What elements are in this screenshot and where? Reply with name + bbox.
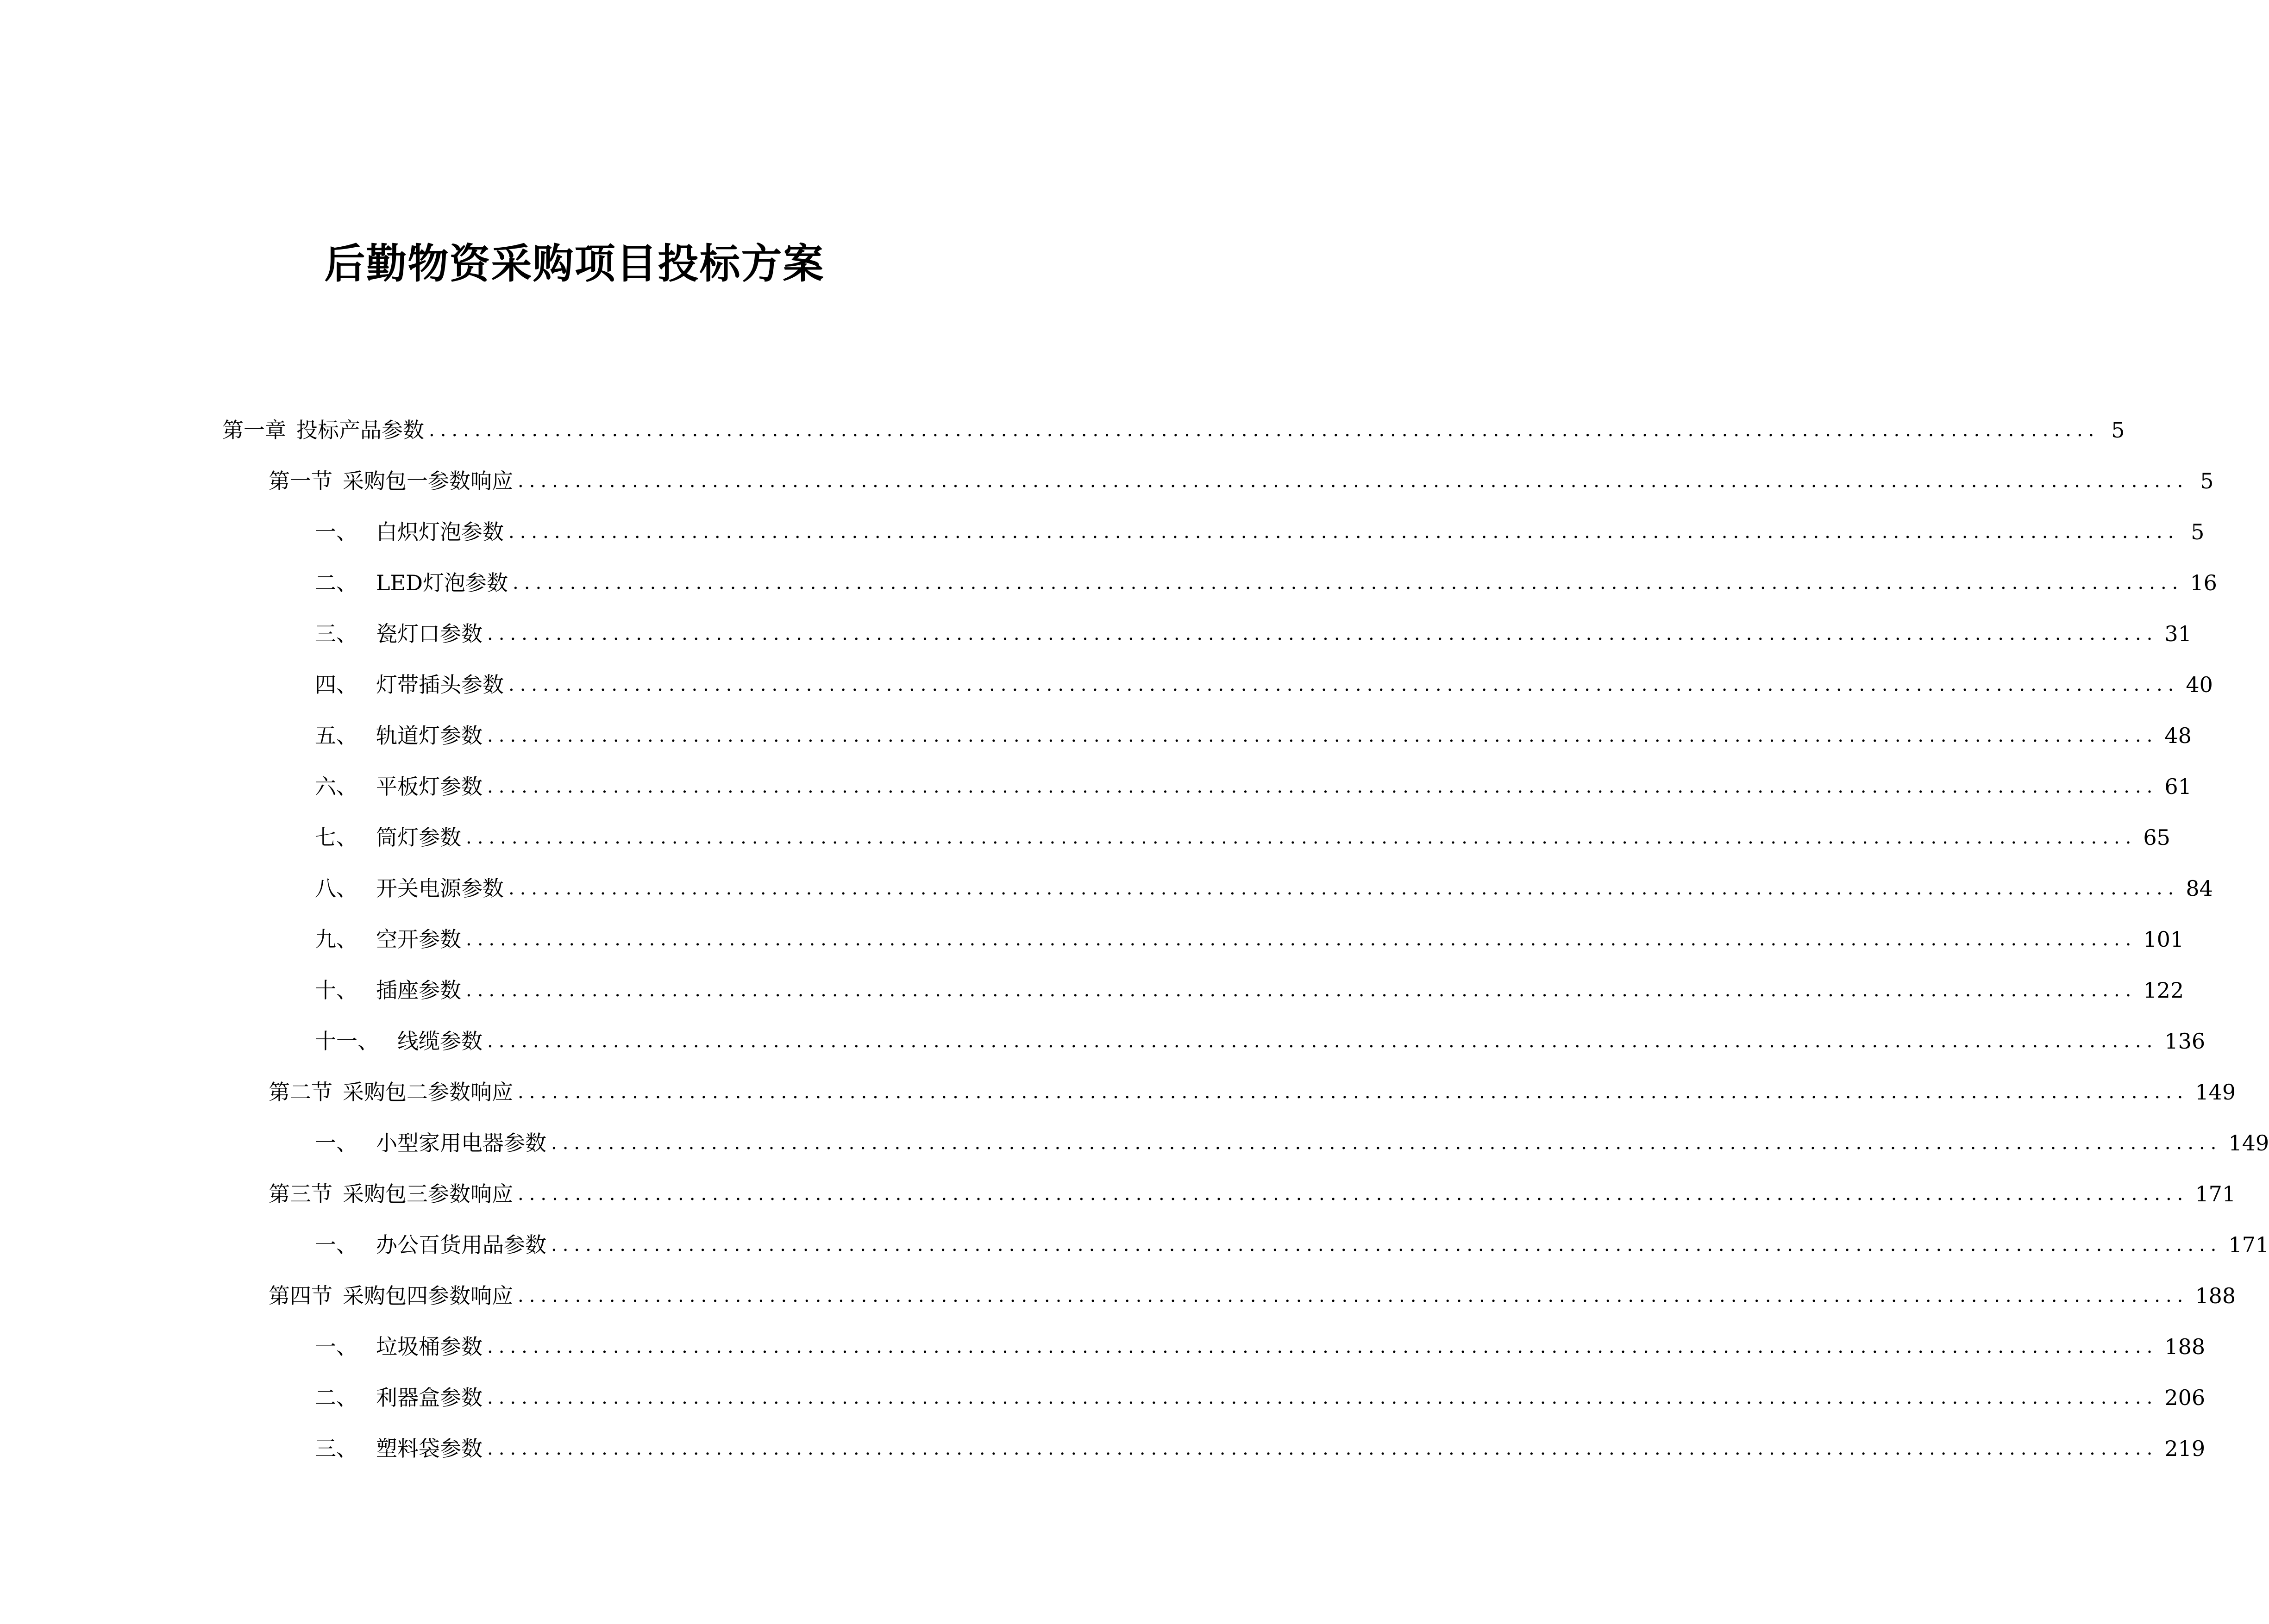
toc-entry-number: 十、 [315,978,357,1003]
toc-entry-label: 轨道灯参数 [376,723,483,748]
toc-entry-label: 利器盒参数 [376,1385,483,1410]
toc-dot-leader: .................................................................................................................................................. [487,776,2158,797]
toc-dot-leader: .................................................................................................................................................. [518,470,2189,492]
toc-entry-number: 一、 [315,519,357,544]
toc-entry-page: 84 [2186,876,2213,901]
toc-dot-leader: .................................................................................................................................................. [487,1336,2158,1357]
toc-entry-item[interactable] [315,923,2184,956]
toc-entry-label: 插座参数 [376,978,461,1003]
toc-dot-leader: .................................................................................................................................................. [508,521,2180,543]
toc-entry-number: 第四节 [269,1283,332,1308]
toc-entry-page: 171 [2195,1181,2236,1206]
toc-entry-page: 101 [2143,927,2184,952]
toc-entry-label: 投标产品参数 [296,418,424,443]
toc-dot-leader: .................................................................................................................................................. [429,419,2100,441]
toc-entry-page: 122 [2143,978,2184,1003]
toc-entry-item[interactable] [315,668,2213,701]
toc-entry-label: 白炽灯泡参数 [376,519,504,544]
toc-dot-leader: .................................................................................................................................................. [551,1132,2222,1154]
toc-entry-item[interactable] [315,821,2170,854]
toc-entry-item[interactable] [315,872,2213,905]
toc-entry-number: 二、 [315,1385,357,1410]
toc-entry-page: 188 [2164,1334,2206,1359]
toc-dot-leader: .................................................................................................................................................. [518,1183,2189,1205]
toc-entry-section-2[interactable] [269,1076,2236,1108]
toc-entry-number: 第二节 [269,1080,332,1105]
toc-entry-item[interactable] [315,1229,2269,1261]
toc-entry-label: 空开参数 [376,927,461,952]
toc-entry-page: 149 [2195,1080,2236,1105]
toc-entry-label: 平板灯参数 [376,774,483,799]
toc-dot-leader: .................................................................................................................................................. [466,827,2137,848]
toc-entry-item[interactable] [315,719,2192,752]
toc-entry-number: 三、 [315,1436,357,1461]
toc-dot-leader: .................................................................................................................................................. [551,1234,2222,1255]
toc-dot-leader: .................................................................................................................................................. [487,1387,2158,1408]
toc-entry-number: 第一节 [269,468,332,493]
toc-entry-page: 65 [2143,825,2170,850]
toc-dot-leader: .................................................................................................................................................. [466,929,2137,950]
toc-dot-leader: .................................................................................................................................................. [487,725,2158,746]
toc-entry-number: 一、 [315,1232,357,1257]
toc-entry-chapter-1[interactable] [222,414,2125,446]
toc-entry-label: 垃圾桶参数 [376,1334,483,1359]
toc-entry-page: 48 [2164,723,2192,748]
toc-entry-item[interactable] [315,1025,2206,1057]
toc-entry-page: 136 [2164,1029,2206,1054]
toc-entry-page: 5 [2200,468,2214,493]
toc-entry-number: 七、 [315,825,357,850]
toc-entry-label: 筒灯参数 [376,825,461,850]
toc-entry-section-3[interactable] [269,1178,2236,1210]
toc-dot-leader: .................................................................................................................................................. [513,572,2184,593]
document-title: 后勤物资采购项目投标方案 [324,240,825,287]
toc-entry-number: 八、 [315,876,357,901]
toc-entry-page: 40 [2186,672,2213,697]
toc-entry-number: 第一章 [222,418,286,443]
toc-entry-page: 16 [2190,570,2217,595]
toc-entry-number: 一、 [315,1131,357,1156]
toc-entry-item[interactable] [315,1381,2206,1414]
toc-entry-section-4[interactable] [269,1280,2236,1312]
toc-entry-number: 九、 [315,927,357,952]
toc-dot-leader: .................................................................................................................................................. [508,878,2180,899]
toc-entry-page: 5 [2191,519,2205,544]
toc-entry-label: 采购包三参数响应 [343,1181,513,1206]
toc-entry-label: 瓷灯口参数 [376,621,483,646]
toc-entry-number: 二、 [315,570,357,595]
toc-dot-leader: .................................................................................................................................................. [487,1438,2158,1459]
toc-entry-page: 31 [2164,621,2192,646]
toc-entry-label: LED灯泡参数 [376,570,508,595]
toc-dot-leader: .................................................................................................................................................. [487,623,2158,644]
toc-entry-number: 三、 [315,621,357,646]
toc-entry-item[interactable] [315,516,2205,548]
toc-dot-leader: .................................................................................................................................................. [518,1285,2189,1306]
toc-entry-item[interactable] [315,1432,2206,1465]
toc-entry-item[interactable] [315,618,2192,650]
toc-entry-label: 采购包四参数响应 [343,1283,513,1308]
toc-dot-leader: .................................................................................................................................................. [487,1031,2158,1052]
toc-entry-number: 六、 [315,774,357,799]
toc-entry-page: 5 [2111,418,2125,443]
toc-entry-number: 四、 [315,672,357,697]
toc-entry-page: 219 [2164,1436,2206,1461]
toc-entry-label: 办公百货用品参数 [376,1232,546,1257]
toc-entry-item[interactable] [315,770,2192,803]
toc-entry-item[interactable] [315,974,2184,1006]
toc-dot-leader: .................................................................................................................................................. [518,1081,2189,1103]
toc-entry-page: 171 [2228,1232,2269,1257]
toc-dot-leader: .................................................................................................................................................. [466,980,2137,1001]
toc-entry-number: 一、 [315,1334,357,1359]
toc-entry-label: 小型家用电器参数 [376,1131,546,1156]
toc-entry-number: 第三节 [269,1181,332,1206]
toc-entry-label: 采购包一参数响应 [343,468,513,493]
toc-entry-number: 十一、 [315,1029,379,1054]
toc-entry-page: 206 [2164,1385,2206,1410]
toc-entry-item[interactable] [315,1330,2206,1363]
toc-entry-label: 采购包二参数响应 [343,1080,513,1105]
toc-entry-page: 188 [2195,1283,2236,1308]
toc-entry-page: 149 [2228,1131,2269,1156]
toc-entry-item[interactable] [315,567,2217,599]
toc-entry-label: 开关电源参数 [376,876,504,901]
toc-entry-page: 61 [2164,774,2192,799]
toc-entry-label: 灯带插头参数 [376,672,504,697]
toc-entry-item[interactable] [315,1127,2269,1159]
toc-entry-section-1[interactable] [269,465,2214,497]
toc-dot-leader: .................................................................................................................................................. [508,674,2180,695]
toc-entry-label: 线缆参数 [397,1029,483,1054]
toc-entry-label: 塑料袋参数 [376,1436,483,1461]
toc-entry-number: 五、 [315,723,357,748]
